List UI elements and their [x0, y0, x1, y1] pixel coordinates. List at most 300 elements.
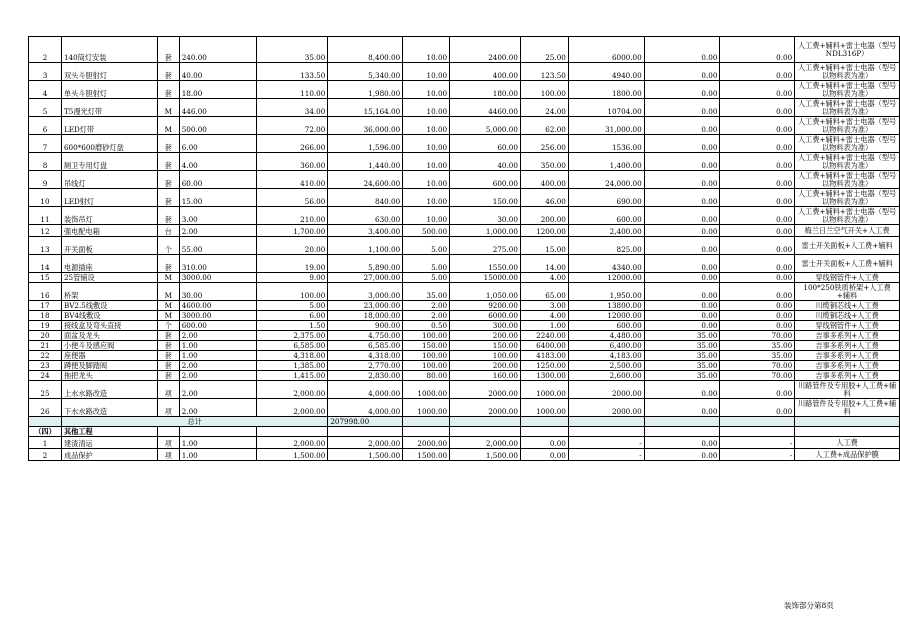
quantity-cell: 18.00 [179, 81, 256, 99]
material-total-cell: 600.00 [568, 207, 644, 225]
section-empty-cell [157, 427, 179, 437]
machine-unit-cell: 0.00 [644, 321, 720, 331]
quantity-cell: 1.00 [179, 351, 256, 361]
labor-unit-cell: 10.00 [403, 171, 450, 189]
material-total-cell: 600.00 [568, 321, 644, 331]
unit-price-cell: 2,000.00 [256, 381, 328, 399]
material-unit-cell: 256.00 [520, 135, 568, 153]
item-name-cell: 140筒灯安装 [61, 37, 157, 63]
material-total-cell: 690.00 [568, 189, 644, 207]
unit-price-cell: 110.00 [256, 81, 328, 99]
machine-total-cell: 0.00 [720, 81, 795, 99]
table-row [29, 381, 900, 399]
labor-total-cell: 200.00 [450, 331, 521, 341]
item-no-cell: 16 [29, 283, 62, 301]
unit-cell: 项 [157, 449, 179, 461]
remark-cell: 川缆铜芯线+人工费 [795, 301, 900, 311]
item-no-cell: 25 [29, 381, 62, 399]
material-unit-cell: 0.00 [520, 449, 568, 461]
amount-cell: 4,000.00 [328, 381, 403, 399]
quantity-cell: 4600.00 [179, 301, 256, 311]
machine-unit-cell: 0.00 [644, 171, 720, 189]
labor-unit-cell: 5.00 [403, 255, 450, 273]
machine-unit-cell: 0.00 [644, 381, 720, 399]
table-row [29, 311, 900, 321]
remark-cell: 人工费+辅料+雷士电器（型号以物料表为准） [795, 63, 900, 81]
machine-unit-cell: 0.00 [644, 237, 720, 255]
machine-total-cell: 0.00 [720, 311, 795, 321]
labor-unit-cell: 10.00 [403, 135, 450, 153]
amount-cell: 1,980.00 [328, 81, 403, 99]
material-total-cell: 13800.00 [568, 301, 644, 311]
total-amount: 207998.00 [328, 417, 403, 427]
remark-cell: 吉事多系列+人工费 [795, 361, 900, 371]
labor-total-cell: 2,000.00 [450, 437, 521, 449]
material-total-cell: 2,500.00 [568, 361, 644, 371]
total-empty-cell [795, 417, 900, 427]
table-row [29, 135, 900, 153]
table-row [29, 225, 900, 237]
amount-cell: 8,400.00 [328, 37, 403, 63]
item-no-cell: 4 [29, 81, 62, 99]
machine-unit-cell: 0.00 [644, 37, 720, 63]
table-row [29, 399, 900, 417]
item-name-cell: 接线盒及弯头直接 [61, 321, 157, 331]
machine-total-cell: 0.00 [720, 153, 795, 171]
item-no-cell: 2 [29, 449, 62, 461]
quantity-cell: 2.00 [179, 225, 256, 237]
item-no-cell: 8 [29, 153, 62, 171]
machine-total-cell: 0.00 [720, 399, 795, 417]
labor-unit-cell: 100.00 [403, 331, 450, 341]
item-name-cell: 上水水路改造 [61, 381, 157, 399]
table-row [29, 351, 900, 361]
labor-unit-cell: 0.50 [403, 321, 450, 331]
material-unit-cell: 1250.00 [520, 361, 568, 371]
total-empty-cell [403, 417, 450, 427]
unit-cell: 套 [157, 361, 179, 371]
amount-cell: 23,000.00 [328, 301, 403, 311]
unit-price-cell: 9.00 [256, 273, 328, 283]
labor-total-cell: 40.00 [450, 153, 521, 171]
machine-unit-cell: 0.00 [644, 63, 720, 81]
unit-price-cell: 1,415.00 [256, 371, 328, 381]
unit-cell: 个 [157, 237, 179, 255]
machine-total-cell: 0.00 [720, 273, 795, 283]
unit-price-cell: 4,318.00 [256, 351, 328, 361]
item-name-cell: BV4线敷设 [61, 311, 157, 321]
labor-unit-cell: 5.00 [403, 237, 450, 255]
unit-cell: M [157, 273, 179, 283]
unit-price-cell: 6.00 [256, 311, 328, 321]
total-empty-cell [520, 417, 568, 427]
material-total-cell: 31,000.00 [568, 117, 644, 135]
unit-cell: 套 [157, 189, 179, 207]
labor-unit-cell: 10.00 [403, 99, 450, 117]
amount-cell: 1,596.00 [328, 135, 403, 153]
material-total-cell: 4340.00 [568, 255, 644, 273]
labor-unit-cell: 100.00 [403, 361, 450, 371]
table-row [29, 371, 900, 381]
remark-cell: 川路管件及专用胶+人工费+辅料 [795, 399, 900, 417]
unit-price-cell: 2,000.00 [256, 399, 328, 417]
machine-unit-cell: 0.00 [644, 399, 720, 417]
section-title: 其他工程 [61, 427, 157, 437]
amount-cell: 1,100.00 [328, 237, 403, 255]
item-name-cell: T5漫光灯带 [61, 99, 157, 117]
material-total-cell: 10704.00 [568, 99, 644, 117]
unit-price-cell: 56.00 [256, 189, 328, 207]
unit-cell: M [157, 301, 179, 311]
labor-total-cell: 30.00 [450, 207, 521, 225]
machine-total-cell: 0.00 [720, 225, 795, 237]
amount-cell: 15,164.00 [328, 99, 403, 117]
machine-unit-cell: 35.00 [644, 331, 720, 341]
remark-cell: 梅兰日兰空气开关+人工费 [795, 225, 900, 237]
quantity-cell: 446.00 [179, 99, 256, 117]
machine-total-cell: - [720, 449, 795, 461]
section-empty-cell [644, 427, 720, 437]
table-row [29, 171, 900, 189]
labor-total-cell: 1,000.00 [450, 225, 521, 237]
material-unit-cell: 4.00 [520, 311, 568, 321]
total-empty-cell [450, 417, 521, 427]
unit-price-cell: 1,700.00 [256, 225, 328, 237]
machine-unit-cell: 0.00 [644, 301, 720, 311]
unit-cell: 套 [157, 37, 179, 63]
amount-cell: 840.00 [328, 189, 403, 207]
amount-cell: 27,000.00 [328, 273, 403, 283]
amount-cell: 5,890.00 [328, 255, 403, 273]
material-unit-cell: 1000.00 [520, 381, 568, 399]
quantity-cell: 55.00 [179, 237, 256, 255]
remark-cell: 人工费+成品保护膜 [795, 449, 900, 461]
material-total-cell: 12000.00 [568, 311, 644, 321]
table-row [29, 99, 900, 117]
item-no-cell: 3 [29, 63, 62, 81]
unit-cell: 套 [157, 371, 179, 381]
machine-unit-cell: 0.00 [644, 283, 720, 301]
labor-total-cell: 600.00 [450, 171, 521, 189]
machine-unit-cell: 35.00 [644, 341, 720, 351]
machine-unit-cell: 0.00 [644, 99, 720, 117]
machine-total-cell: - [720, 437, 795, 449]
section-empty-cell [450, 427, 521, 437]
quantity-cell: 2.00 [179, 331, 256, 341]
machine-total-cell: 0.00 [720, 255, 795, 273]
labor-total-cell: 9200.00 [450, 301, 521, 311]
unit-cell: 套 [157, 153, 179, 171]
section-empty-cell [520, 427, 568, 437]
quantity-cell: 2.00 [179, 399, 256, 417]
item-name-cell: 建渣清运 [61, 437, 157, 449]
material-total-cell: 1800.00 [568, 81, 644, 99]
quantity-cell: 1.00 [179, 449, 256, 461]
unit-price-cell: 133.50 [256, 63, 328, 81]
item-no-cell: 12 [29, 225, 62, 237]
material-unit-cell: 4183.00 [520, 351, 568, 361]
table-row [29, 273, 900, 283]
unit-price-cell: 6,585.00 [256, 341, 328, 351]
machine-unit-cell: 0.00 [644, 117, 720, 135]
section-empty-cell [720, 427, 795, 437]
table-row [29, 341, 900, 351]
total-label: 总计 [61, 417, 327, 427]
table-row [29, 153, 900, 171]
table-row [29, 437, 900, 449]
material-unit-cell: 1000.00 [520, 399, 568, 417]
labor-total-cell: 60.00 [450, 135, 521, 153]
item-no-cell: 23 [29, 361, 62, 371]
material-total-cell: 4,480.00 [568, 331, 644, 341]
labor-total-cell: 200.00 [450, 361, 521, 371]
item-name-cell: 成品保护 [61, 449, 157, 461]
machine-total-cell: 0.00 [720, 301, 795, 311]
item-no-cell: 18 [29, 311, 62, 321]
unit-price-cell: 1.50 [256, 321, 328, 331]
amount-cell: 4,750.00 [328, 331, 403, 341]
table-row [29, 37, 900, 63]
machine-total-cell: 0.00 [720, 283, 795, 301]
labor-total-cell: 6000.00 [450, 311, 521, 321]
remark-cell: 吉事多系列+人工费 [795, 341, 900, 351]
remark-cell: 人工费+辅料+雷士电器（型号以物料表为准） [795, 189, 900, 207]
labor-unit-cell: 10.00 [403, 117, 450, 135]
material-unit-cell: 100.00 [520, 81, 568, 99]
item-name-cell: 小便斗及感应阀 [61, 341, 157, 351]
table-row [29, 81, 900, 99]
quantity-cell: 40.00 [179, 63, 256, 81]
item-name-cell: LED射灯 [61, 189, 157, 207]
material-unit-cell: 46.00 [520, 189, 568, 207]
material-unit-cell: 1.00 [520, 321, 568, 331]
item-name-cell: 吊线灯 [61, 171, 157, 189]
material-total-cell: 4,183.00 [568, 351, 644, 361]
item-name-cell: 强电配电箱 [61, 225, 157, 237]
remark-cell: 穿线钢管件+人工费 [795, 273, 900, 283]
machine-total-cell: 0.00 [720, 63, 795, 81]
section-empty-cell [403, 427, 450, 437]
section-empty-cell [568, 427, 644, 437]
labor-total-cell: 150.00 [450, 189, 521, 207]
material-unit-cell: 123.50 [520, 63, 568, 81]
item-no-cell: 9 [29, 171, 62, 189]
remark-cell: 雷士开关面板+人工费+辅料 [795, 255, 900, 273]
quantity-cell: 2.00 [179, 371, 256, 381]
machine-unit-cell: 0.00 [644, 81, 720, 99]
unit-price-cell: 20.00 [256, 237, 328, 255]
item-no-cell: 14 [29, 255, 62, 273]
unit-price-cell: 360.00 [256, 153, 328, 171]
machine-unit-cell: 0.00 [644, 135, 720, 153]
unit-cell: 项 [157, 437, 179, 449]
item-no-cell: 21 [29, 341, 62, 351]
item-name-cell: 双头斗胆射灯 [61, 63, 157, 81]
labor-unit-cell: 35.00 [403, 283, 450, 301]
machine-total-cell: 35.00 [720, 351, 795, 361]
amount-cell: 1,440.00 [328, 153, 403, 171]
material-unit-cell: 200.00 [520, 207, 568, 225]
quantity-cell: 30.00 [179, 283, 256, 301]
unit-price-cell: 72.00 [256, 117, 328, 135]
material-total-cell: 1,950.00 [568, 283, 644, 301]
amount-cell: 4,000.00 [328, 399, 403, 417]
item-name-cell: BV2.5线敷设 [61, 301, 157, 311]
machine-total-cell: 0.00 [720, 99, 795, 117]
labor-total-cell: 1,050.00 [450, 283, 521, 301]
quotation-table-body [29, 37, 900, 461]
labor-unit-cell: 10.00 [403, 207, 450, 225]
machine-total-cell: 0.00 [720, 237, 795, 255]
table-row [29, 331, 900, 341]
quantity-cell: 310.00 [179, 255, 256, 273]
labor-total-cell: 180.00 [450, 81, 521, 99]
item-name-cell: 蹲便及脚踏阀 [61, 361, 157, 371]
item-name-cell: 电源插座 [61, 255, 157, 273]
labor-unit-cell: 2.00 [403, 301, 450, 311]
amount-cell: 24,600.00 [328, 171, 403, 189]
machine-total-cell: 0.00 [720, 171, 795, 189]
labor-total-cell: 160.00 [450, 371, 521, 381]
quantity-cell: 2.00 [179, 361, 256, 371]
material-unit-cell: 25.00 [520, 37, 568, 63]
labor-total-cell: 300.00 [450, 321, 521, 331]
machine-unit-cell: 0.00 [644, 437, 720, 449]
item-no-cell: 19 [29, 321, 62, 331]
unit-cell: 套 [157, 81, 179, 99]
material-unit-cell: 24.00 [520, 99, 568, 117]
machine-unit-cell: 0.00 [644, 207, 720, 225]
material-unit-cell: 2240.00 [520, 331, 568, 341]
quantity-cell: 6.00 [179, 135, 256, 153]
machine-unit-cell: 0.00 [644, 311, 720, 321]
material-total-cell: 825.00 [568, 237, 644, 255]
material-total-cell: 24,000.00 [568, 171, 644, 189]
unit-cell: M [157, 99, 179, 117]
amount-cell: 2,830.00 [328, 371, 403, 381]
item-no-cell: 10 [29, 189, 62, 207]
item-no-cell: 24 [29, 371, 62, 381]
remark-cell: 人工费+辅料+雷士电器（型号以物料表为准） [795, 135, 900, 153]
remark-cell: 人工费+辅料+雷士电器（型号以物料表为准） [795, 153, 900, 171]
quantity-cell: 240.00 [179, 37, 256, 63]
labor-unit-cell: 10.00 [403, 153, 450, 171]
labor-unit-cell: 5.00 [403, 273, 450, 283]
machine-total-cell: 0.00 [720, 135, 795, 153]
machine-total-cell: 70.00 [720, 371, 795, 381]
unit-price-cell: 410.00 [256, 171, 328, 189]
labor-total-cell: 15000.00 [450, 273, 521, 283]
remark-cell: 人工费+辅料+雷士电器（型号以物料表为准） [795, 117, 900, 135]
material-unit-cell: 0.00 [520, 437, 568, 449]
amount-cell: 3,000.00 [328, 283, 403, 301]
unit-price-cell: 5.00 [256, 301, 328, 311]
amount-cell: 18,000.00 [328, 311, 403, 321]
machine-total-cell: 0.00 [720, 321, 795, 331]
machine-unit-cell: 0.00 [644, 449, 720, 461]
material-unit-cell: 65.00 [520, 283, 568, 301]
table-row [29, 237, 900, 255]
item-no-cell: 15 [29, 273, 62, 283]
labor-unit-cell: 1500.00 [403, 449, 450, 461]
remark-cell: 人工费+辅料+雷士电器（型号以物料表为准） [795, 99, 900, 117]
table-row [29, 63, 900, 81]
unit-cell: M [157, 311, 179, 321]
material-unit-cell: 1200.00 [520, 225, 568, 237]
amount-cell: 2,770.00 [328, 361, 403, 371]
labor-unit-cell: 10.00 [403, 63, 450, 81]
machine-unit-cell: 35.00 [644, 371, 720, 381]
item-no-cell: 20 [29, 331, 62, 341]
unit-price-cell: 2,000.00 [256, 437, 328, 449]
labor-unit-cell: 10.00 [403, 189, 450, 207]
unit-cell: 套 [157, 341, 179, 351]
table-row [29, 301, 900, 311]
unit-cell: 台 [157, 225, 179, 237]
item-no-cell: 5 [29, 99, 62, 117]
quantity-cell: 1.00 [179, 341, 256, 351]
table-row [29, 449, 900, 461]
item-no-cell: 1 [29, 437, 62, 449]
material-total-cell: 2,400.00 [568, 225, 644, 237]
unit-price-cell: 210.00 [256, 207, 328, 225]
section-empty-cell [328, 427, 403, 437]
item-no-cell: 22 [29, 351, 62, 361]
item-name-cell: 600*600磨砂灯盘 [61, 135, 157, 153]
labor-unit-cell: 10.00 [403, 81, 450, 99]
page-footer: 装饰部分第8页 [784, 601, 834, 610]
labor-total-cell: 400.00 [450, 63, 521, 81]
labor-unit-cell: 150.00 [403, 341, 450, 351]
labor-unit-cell: 2.00 [403, 311, 450, 321]
material-unit-cell: 350.00 [520, 153, 568, 171]
quantity-cell: 3000.00 [179, 311, 256, 321]
unit-price-cell: 2,375.00 [256, 331, 328, 341]
labor-unit-cell: 1000.00 [403, 381, 450, 399]
amount-cell: 1,500.00 [328, 449, 403, 461]
labor-total-cell: 2000.00 [450, 381, 521, 399]
material-total-cell: 12000.00 [568, 273, 644, 283]
unit-price-cell: 34.00 [256, 99, 328, 117]
material-unit-cell: 14.00 [520, 255, 568, 273]
machine-unit-cell: 35.00 [644, 351, 720, 361]
remark-cell: 人工费 [795, 437, 900, 449]
labor-unit-cell: 1000.00 [403, 399, 450, 417]
item-no-cell: 13 [29, 237, 62, 255]
quantity-cell: 3000.00 [179, 273, 256, 283]
machine-total-cell: 0.00 [720, 207, 795, 225]
material-unit-cell: 4.00 [520, 273, 568, 283]
material-total-cell: 4940.00 [568, 63, 644, 81]
unit-price-cell: 266.00 [256, 135, 328, 153]
material-total-cell: 2000.00 [568, 381, 644, 399]
item-name-cell: 面盆及龙头 [61, 331, 157, 341]
section-header-row [29, 427, 900, 437]
remark-cell: 人工费+辅料+雷士电器（型号NDL316P） [795, 37, 900, 63]
remark-cell: 人工费+辅料+雷士电器（型号以物料表为准） [795, 171, 900, 189]
item-no-cell: 26 [29, 399, 62, 417]
item-name-cell: 单头斗胆射灯 [61, 81, 157, 99]
total-empty-cell [644, 417, 720, 427]
labor-total-cell: 275.00 [450, 237, 521, 255]
material-total-cell: 6,400.00 [568, 341, 644, 351]
quantity-cell: 2.00 [179, 381, 256, 399]
unit-cell: 套 [157, 255, 179, 273]
unit-cell: 套 [157, 171, 179, 189]
amount-cell: 6,585.00 [328, 341, 403, 351]
section-empty-cell [256, 427, 328, 437]
labor-total-cell: 1550.00 [450, 255, 521, 273]
